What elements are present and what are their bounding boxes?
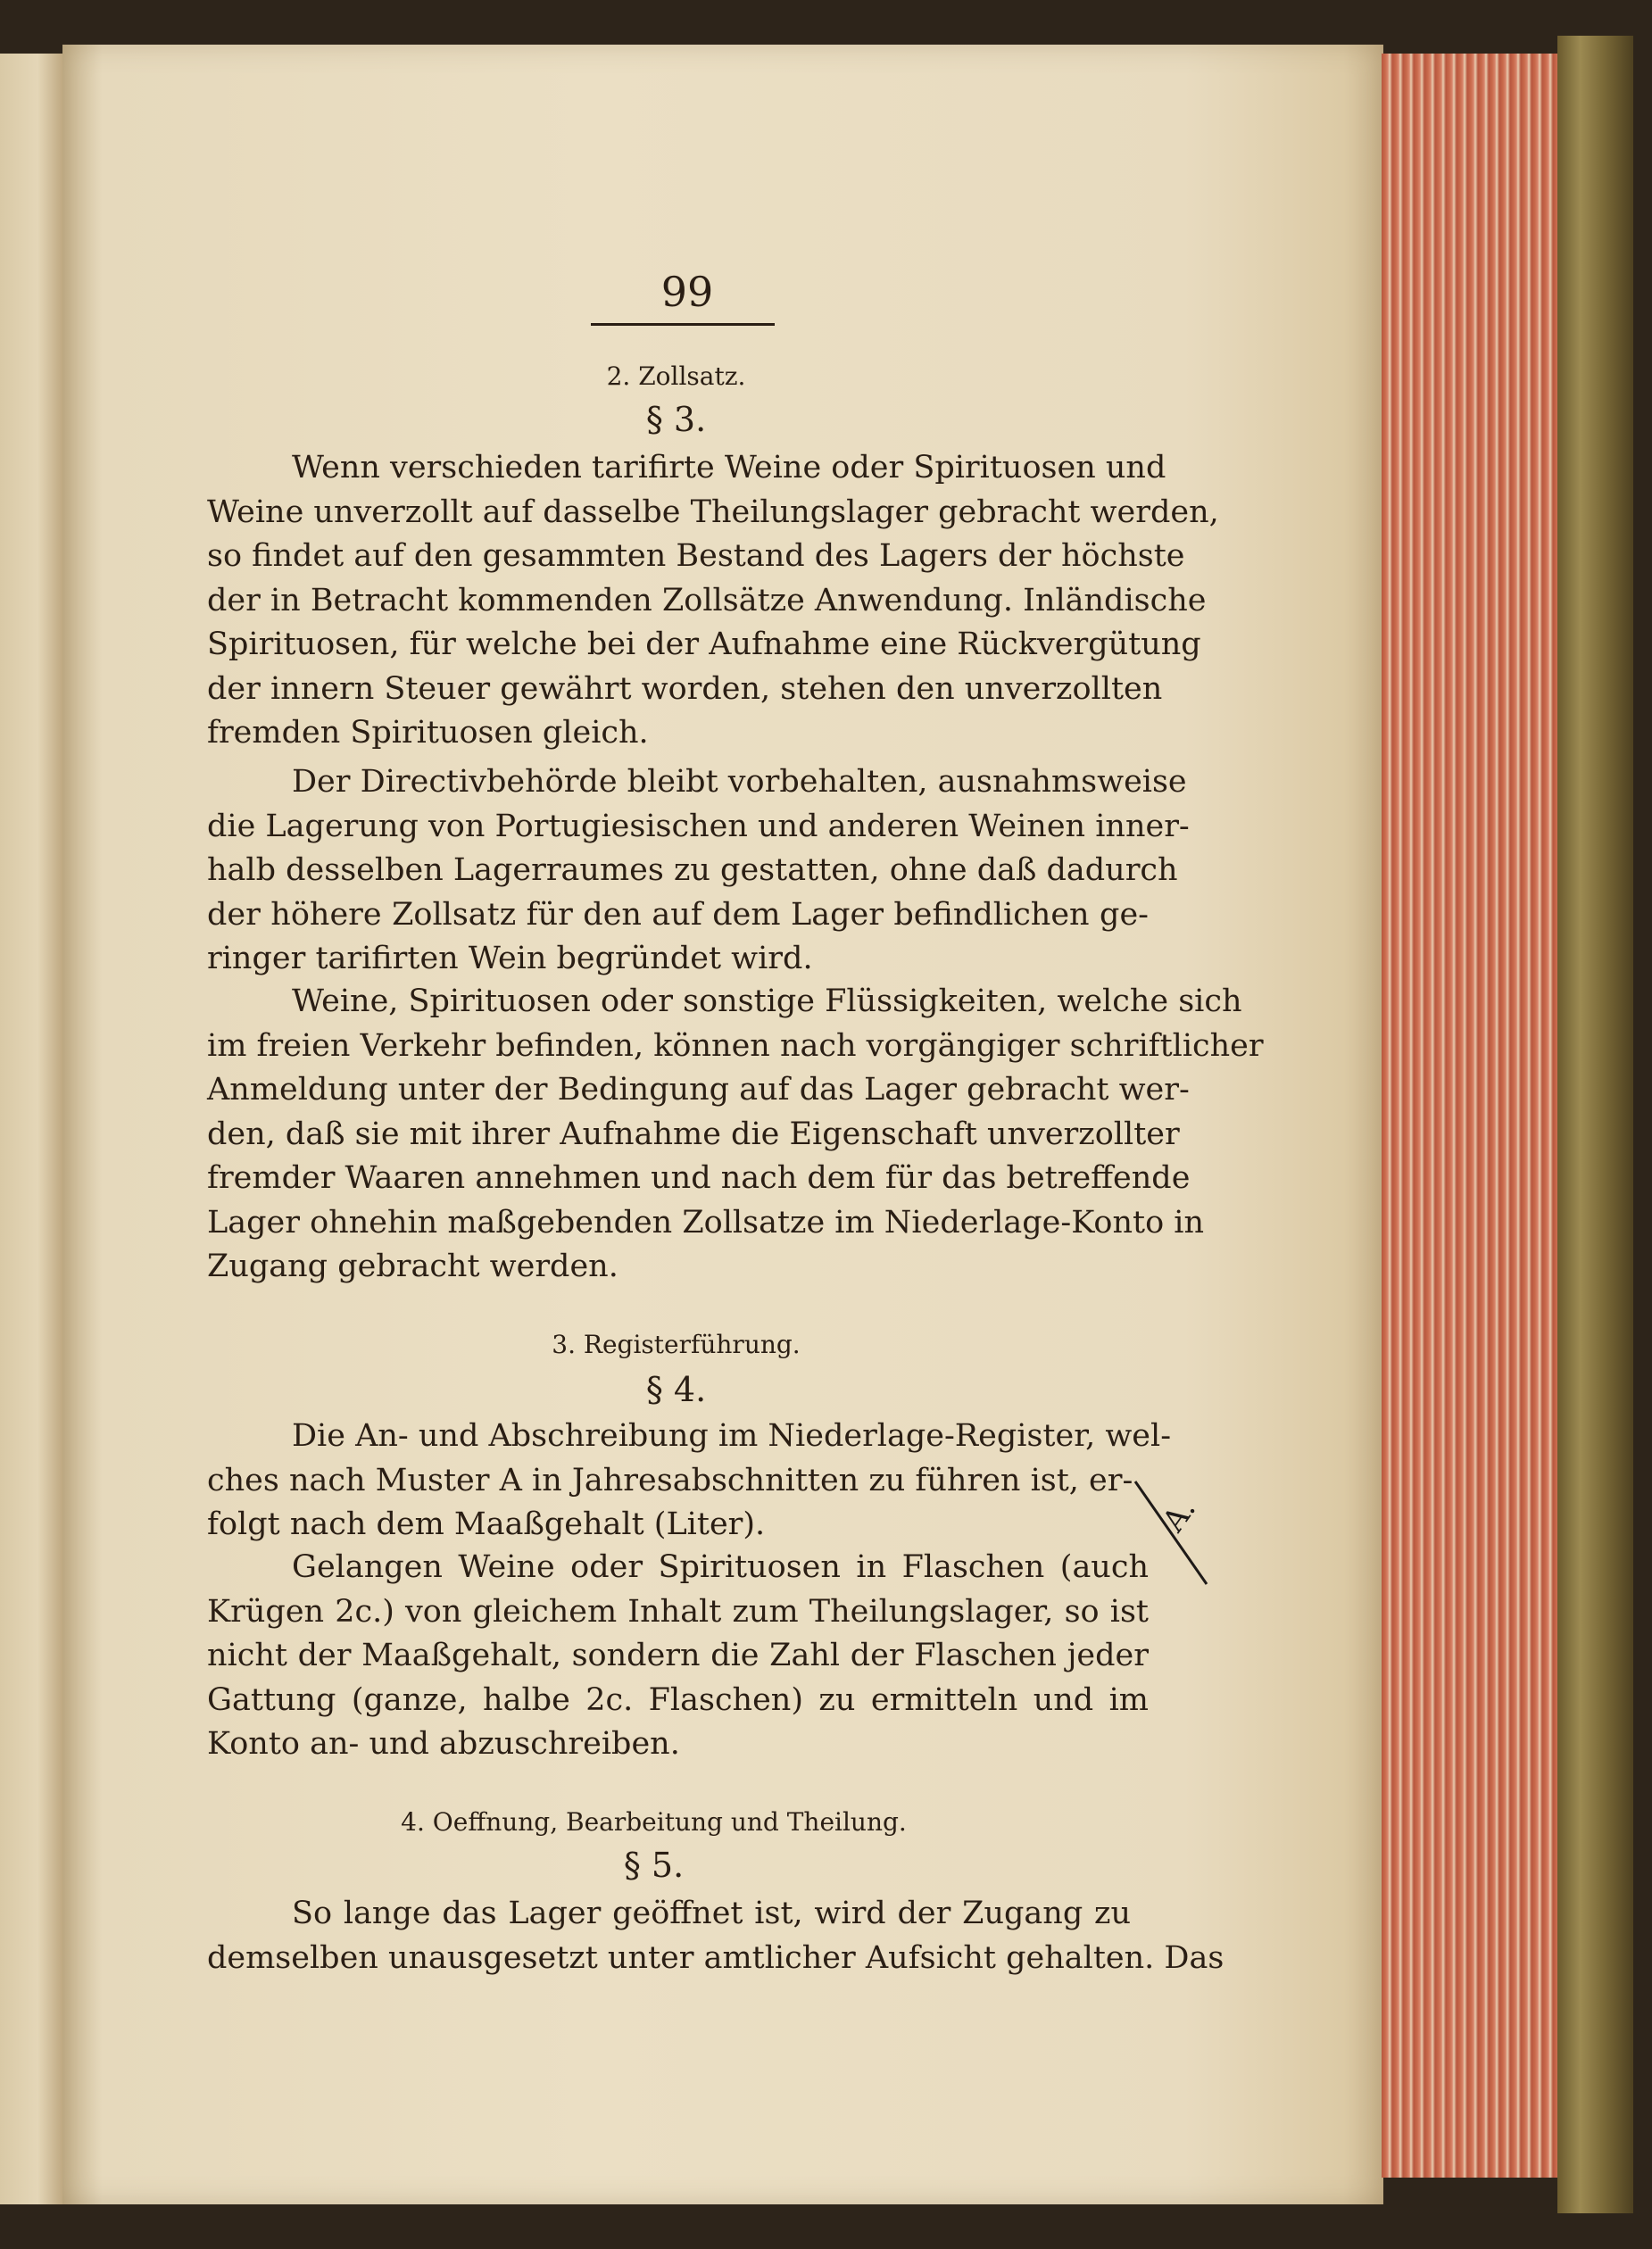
- paragraph-3: [207, 980, 1264, 1290]
- text-line: nicht der Maaßgehalt, sondern die Zahl der Flaschen jeder: [207, 1638, 1149, 1673]
- text-line: Spirituosen, für welche bei der Aufnahme eine Rückvergütung: [207, 627, 1201, 662]
- text-line: Anmeldung unter der Bedingung auf das Lager gebracht wer-: [207, 1072, 1190, 1108]
- margin-note: A.: [1155, 1491, 1203, 1539]
- section-4: § 4.: [645, 1370, 707, 1409]
- page-edges: [1382, 54, 1560, 2178]
- text-line: der in Betracht kommenden Zollsätze Anwendung. Inländische: [207, 582, 1207, 618]
- text-line: so findet auf den gesammten Bestand des Lagers der höchste: [207, 538, 1185, 574]
- text-line: Gelangen Weine oder Spirituosen in Flaschen (auch: [292, 1549, 1149, 1585]
- text-line: Wenn verschieden tarifirte Weine oder Spirituosen und: [292, 450, 1166, 485]
- paragraph-6: [207, 1892, 1224, 1980]
- text-line: der höhere Zollsatz für den auf dem Lager befindlichen ge-: [207, 896, 1149, 933]
- text-line: Der Directivbehörde bleibt vorbehalten, ausnahmsweise: [292, 764, 1187, 800]
- text-line: die Lagerung von Portugiesischen und anderen Weinen inner-: [207, 808, 1190, 844]
- text-line: der innern Steuer gewährt worden, stehen den unverzollten: [207, 670, 1163, 707]
- heading-oeffnung: 4. Oeffnung, Bearbeitung und Theilung.: [401, 1807, 907, 1837]
- text-line: den, daß sie mit ihrer Aufnahme die Eigenschaft unverzollter: [207, 1116, 1180, 1152]
- text-line: Konto an- und abzuschreiben.: [207, 1726, 680, 1762]
- text-line: halb desselben Lagerraumes zu gestatten, ohne daß dadurch: [207, 852, 1178, 888]
- text-line: Krügen 2c.) von gleichem Inhalt zum Theilungslager, so ist: [207, 1593, 1149, 1630]
- section-3: § 3.: [645, 400, 707, 439]
- text-line: Die An- und Abschreibung im Niederlage-Register, wel-: [292, 1418, 1172, 1454]
- page-number-rule: [591, 323, 775, 326]
- heading-zollsatz: 2. Zollsatz.: [606, 361, 746, 391]
- text-line: fremder Waaren annehmen und nach dem für das betreffende: [207, 1160, 1191, 1196]
- text-line: demselben unausgesetzt unter amtlicher Aufsicht gehalten. Das: [207, 1939, 1224, 1976]
- left-page-edge: [0, 54, 62, 2204]
- paragraph-1: [207, 446, 1219, 756]
- text-line: Zugang gebracht werden.: [207, 1249, 618, 1284]
- paragraph-4: [207, 1415, 1172, 1548]
- text-line: Gattung (ganze, halbe 2c. Flaschen) zu ermitteln und im: [207, 1681, 1149, 1718]
- heading-registerfuehrung: 3. Registerführung.: [552, 1330, 801, 1359]
- text-line: im freien Verkehr befinden, können nach vorgängiger schriftlicher: [207, 1027, 1264, 1064]
- text-line: So lange das Lager geöffnet ist, wird der Zugang zu: [292, 1896, 1131, 1931]
- text-line: folgt nach dem Maaßgehalt (Liter).: [207, 1506, 766, 1542]
- text-line: fremden Spirituosen gleich.: [207, 715, 649, 751]
- text-line: ches nach Muster A in Jahresabschnitten zu führen ist, er-: [207, 1462, 1133, 1498]
- text-line: Lager ohnehin maßgebenden Zollsatze im Niederlage-Konto in: [207, 1204, 1205, 1241]
- page-number: 99: [660, 268, 714, 316]
- book-cover-edge: [1557, 36, 1633, 2213]
- text-line: Weine unverzollt auf dasselbe Theilungslager gebracht werden,: [207, 494, 1219, 530]
- text-line: ringer tarifirten Wein begründet wird.: [207, 941, 813, 976]
- section-5: § 5.: [623, 1846, 685, 1885]
- paragraph-2: [207, 760, 1190, 982]
- paragraph-5: [207, 1546, 1149, 1767]
- text-line: Weine, Spirituosen oder sonstige Flüssigkeiten, welche sich: [292, 983, 1242, 1019]
